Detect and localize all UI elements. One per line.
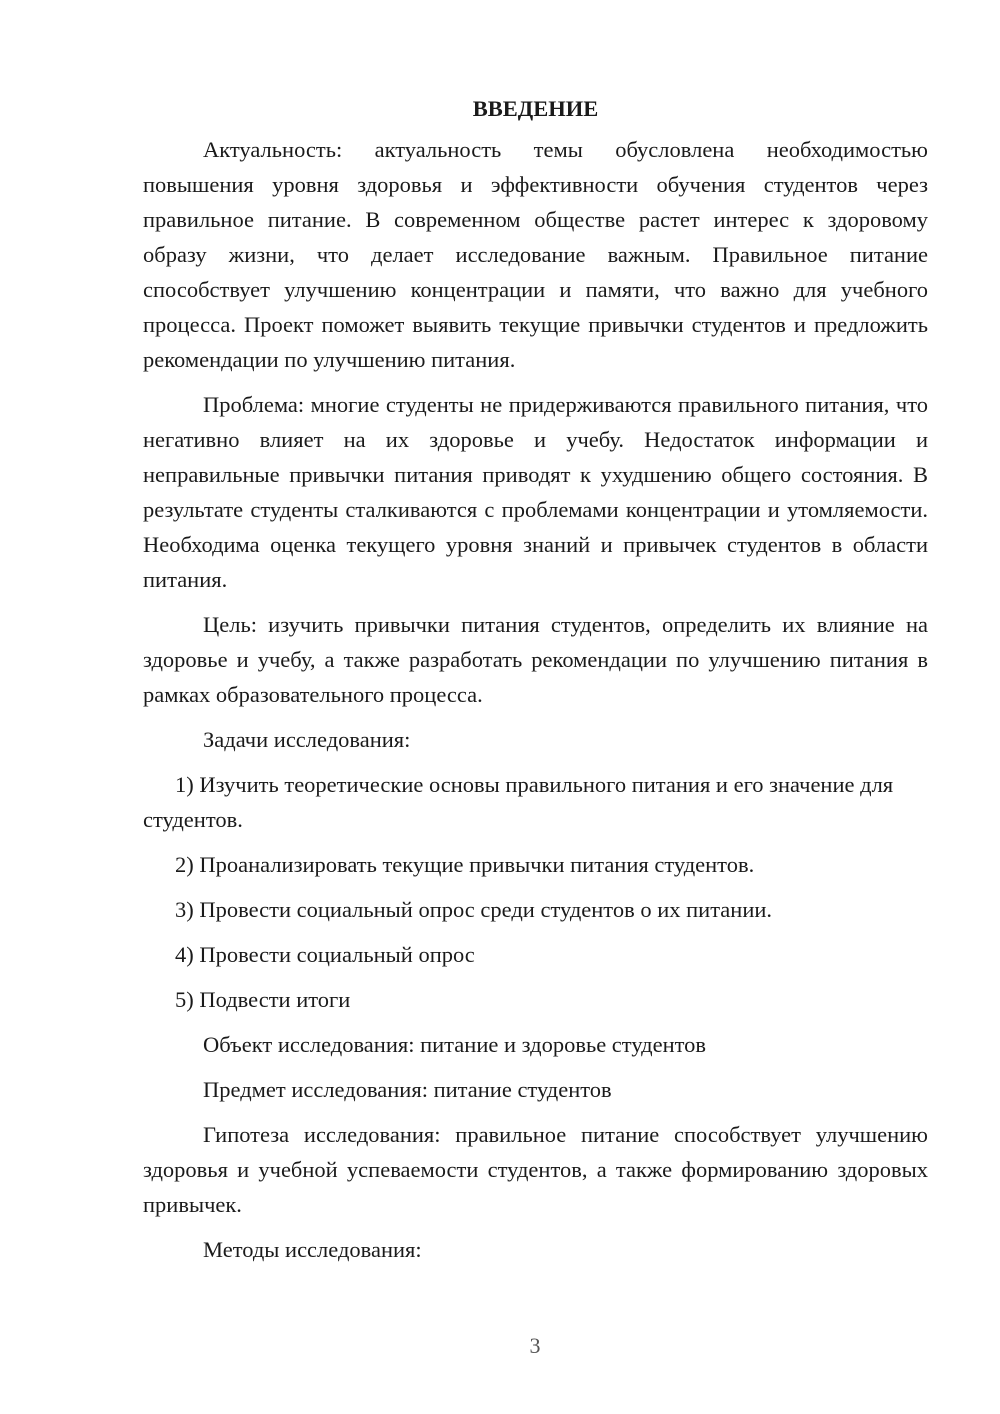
research-object: Объект исследования: питание и здоровье студентов xyxy=(203,1032,707,1057)
paragraph-relevance: Актуальность: актуальность темы обусловлена необходимостью повышения уровня здоровья и эффективности обучения студентов через правильное питание. В современном обществе растет интерес к здоровому образу жизни, что делает исследование важным. Правильное питание способствует улучшению концентрации и памяти, что важно для учебного процесса. Проект поможет выявить текущие привычки студентов и предложить рекомендации по улучшению питания. xyxy=(143,137,928,372)
research-subject: Предмет исследования: питание студентов xyxy=(203,1077,612,1102)
task-item-1: 1) Изучить теоретические основы правильного питания и его значение для студентов. xyxy=(143,772,894,832)
task-item-2: 2) Проанализировать текущие привычки питания студентов. xyxy=(175,852,755,877)
research-hypothesis: Гипотеза исследования: правильное питание способствует улучшению здоровья и учебной успеваемости студентов, а также формированию здоровых привычек. xyxy=(143,1122,928,1217)
page-content xyxy=(143,94,928,1277)
paragraph-goal: Цель: изучить привычки питания студентов, определить их влияние на здоровье и учебу, а также разработать рекомендации по улучшению питания в рамках образовательного процесса. xyxy=(143,612,928,707)
section-title: ВВЕДЕНИЕ xyxy=(472,96,599,121)
paragraph-problem: Проблема: многие студенты не придерживаются правильного питания, что негативно влияет на их здоровье и учебу. Недостаток информации и неправильные привычки питания приводят к ухудшению общего состояния. В результате студенты сталкиваются с проблемами концентрации и утомляемости. Необходима оценка текущего уровня знаний и привычек студентов в области питания. xyxy=(143,392,928,592)
task-item-3: 3) Провести социальный опрос среди студентов о их питании. xyxy=(175,897,773,922)
tasks-heading: Задачи исследования: xyxy=(203,727,411,752)
task-item-4: 4) Провести социальный опрос xyxy=(175,942,475,967)
methods-heading: Методы исследования: xyxy=(203,1237,422,1262)
page-number: 3 xyxy=(529,1333,541,1358)
task-item-5: 5) Подвести итоги xyxy=(175,987,351,1012)
